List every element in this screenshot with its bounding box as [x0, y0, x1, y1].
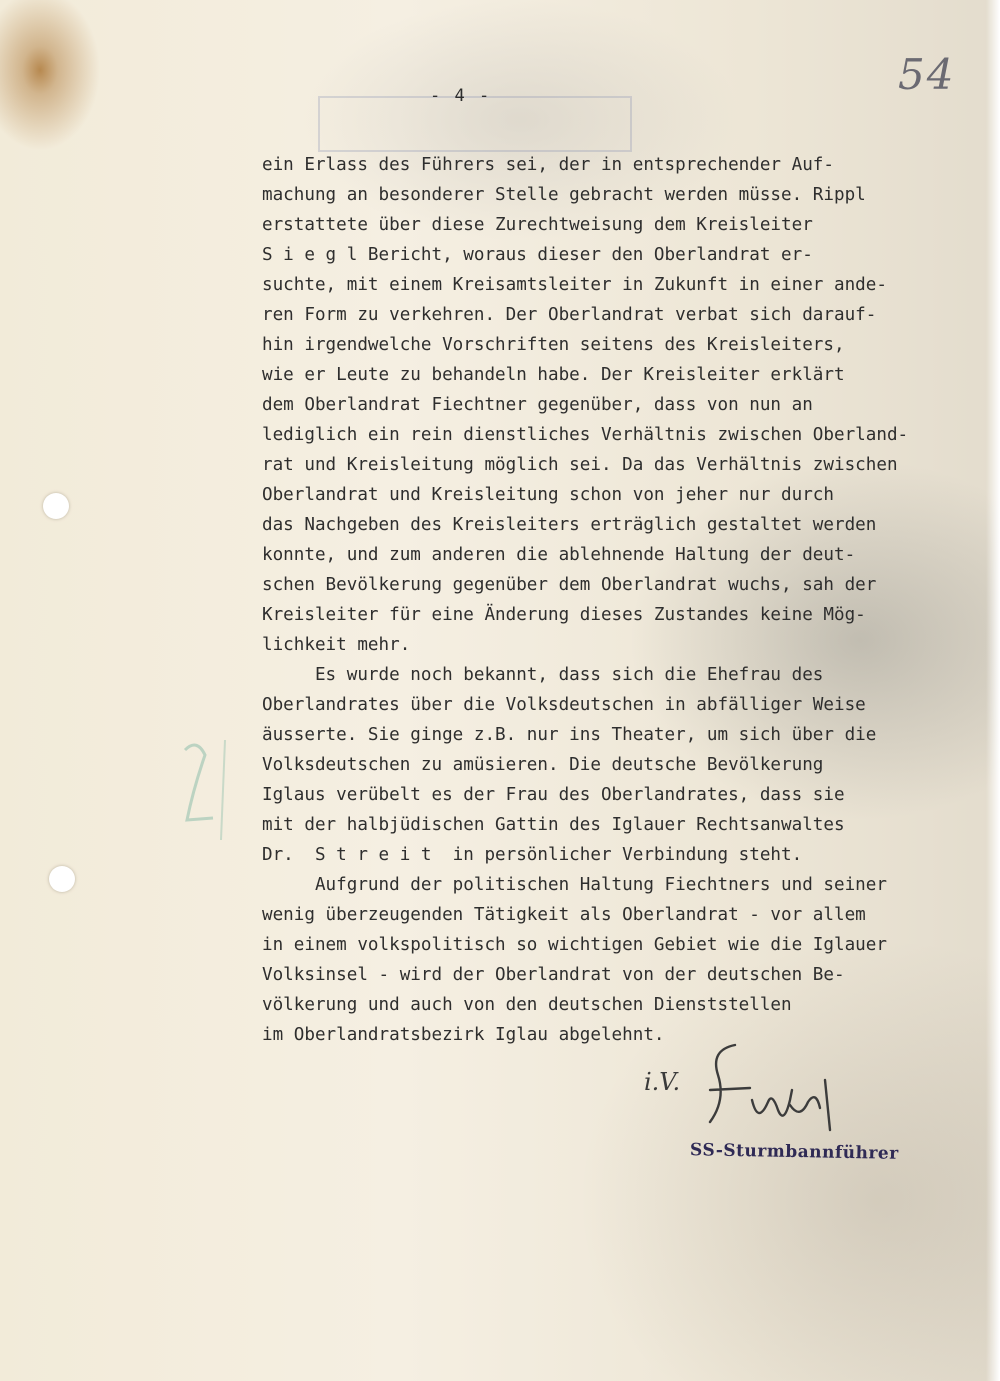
text-line: das Nachgeben des Kreisleiters erträglich gestaltet werden: [262, 515, 877, 535]
text-line: rat und Kreisleitung möglich sei. Da das Verhältnis zwischen: [262, 455, 898, 475]
text-line: völkerung und auch von den deutschen Dienststellen: [262, 995, 792, 1015]
punch-hole-bottom: [49, 866, 75, 892]
text-line: mit der halbjüdischen Gattin des Iglauer Rechtsanwaltes: [262, 815, 845, 835]
page-edge: [986, 0, 1000, 1381]
text-line: lediglich ein rein dienstliches Verhältnis zwischen Oberland-: [262, 425, 909, 445]
text-line: Oberlandrates über die Volksdeutschen in abfälliger Weise: [262, 695, 866, 715]
rank-stamp: SS-Sturmbannführer: [689, 1140, 899, 1164]
text-line: Iglaus verübelt es der Frau des Oberlandrates, dass sie: [262, 785, 845, 805]
text-line: machung an besonderer Stelle gebracht werden müsse. Rippl: [262, 185, 866, 205]
folio-number: 54: [898, 50, 956, 99]
text-line: Es wurde noch bekannt, dass sich die Ehefrau des: [262, 665, 824, 685]
text-line: äusserte. Sie ginge z.B. nur ins Theater, um sich über die: [262, 725, 877, 745]
text-line: Dr. S t r e i t in persönlicher Verbindung steht.: [262, 845, 803, 865]
text-line: im Oberlandratsbezirk Iglau abgelehnt.: [262, 1025, 665, 1045]
handwritten-signature: [640, 1030, 870, 1140]
text-line: ein Erlass des Führers sei, der in entsprechender Auf-: [262, 155, 834, 175]
text-line: S i e g l Bericht, woraus dieser den Oberlandrat er-: [262, 245, 813, 265]
text-line: wie er Leute zu behandeln habe. Der Kreisleiter erklärt: [262, 365, 845, 385]
text-line: Oberlandrat und Kreisleitung schon von jeher nur durch: [262, 485, 834, 505]
text-line: erstattete über diese Zurechtweisung dem Kreisleiter: [262, 215, 813, 235]
text-line: Aufgrund der politischen Haltung Fiechtners und seiner: [262, 875, 887, 895]
signature-prefix: i.V.: [644, 1068, 681, 1096]
text-line: konnte, und zum anderen die ablehnende Haltung der deut-: [262, 545, 856, 565]
text-line: in einem volkspolitisch so wichtigen Gebiet wie die Iglauer: [262, 935, 887, 955]
body-text: [262, 150, 980, 1050]
text-line: wenig überzeugenden Tätigkeit als Oberlandrat - vor allem: [262, 905, 866, 925]
text-line: Volksinsel - wird der Oberlandrat von der deutschen Be-: [262, 965, 845, 985]
text-line: Volksdeutschen zu amüsieren. Die deutsche Bevölkerung: [262, 755, 824, 775]
text-line: suchte, mit einem Kreisamtsleiter in Zukunft in einer ande-: [262, 275, 887, 295]
text-line: schen Bevölkerung gegenüber dem Oberlandrat wuchs, sah der: [262, 575, 877, 595]
text-line: ren Form zu verkehren. Der Oberlandrat verbat sich darauf-: [262, 305, 877, 325]
text-line: dem Oberlandrat Fiechtner gegenüber, dass von nun an: [262, 395, 813, 415]
page-number: - 4 -: [430, 86, 492, 106]
punch-hole-top: [43, 493, 69, 519]
text-line: hin irgendwelche Vorschriften seitens des Kreisleiters,: [262, 335, 845, 355]
text-line: Kreisleiter für eine Änderung dieses Zustandes keine Mög-: [262, 605, 866, 625]
pencil-mark: [175, 730, 235, 850]
text-line: lichkeit mehr.: [262, 635, 411, 655]
